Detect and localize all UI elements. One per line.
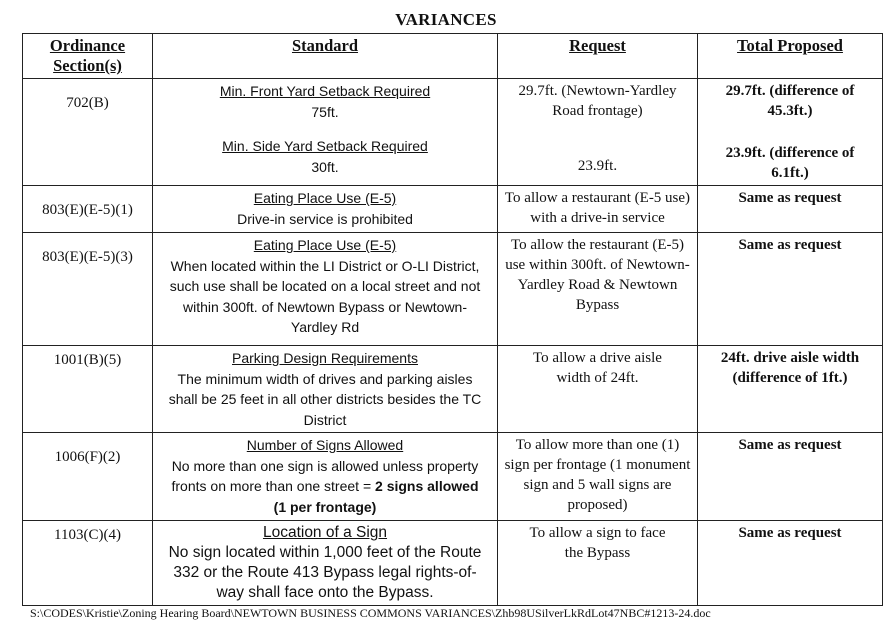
standard-cell: Parking Design Requirements The minimum width of drives and parking aisles shall be 25 feet in all other districts besides the TC District xyxy=(153,346,498,433)
header-total-proposed: Total Proposed xyxy=(698,34,883,79)
section-cell: 803(E)(E-5)(1) xyxy=(23,186,153,233)
section-cell: 702(B) xyxy=(23,79,153,186)
total-cell: Same as request xyxy=(698,521,883,606)
table-row xyxy=(23,186,883,233)
header-request: Request xyxy=(498,34,698,79)
header-section: Ordinance Section(s) xyxy=(23,34,153,79)
section-cell: 1006(F)(2) xyxy=(23,433,153,521)
request-cell: To allow the restaurant (E-5) use within 300ft. of Newtown-Yardley Road & Newtown Bypass xyxy=(498,233,698,346)
request-cell: To allow more than one (1) sign per frontage (1 monument sign and 5 wall signs are proposed) xyxy=(498,433,698,521)
total-cell: 29.7ft. (difference of 45.3ft.) 23.9ft. (difference of 6.1ft.) xyxy=(698,79,883,186)
request-cell: To allow a drive aisle width of 24ft. xyxy=(498,346,698,433)
table-row xyxy=(23,346,883,433)
table-row xyxy=(23,233,883,346)
standard-cell: Number of Signs Allowed No more than one sign is allowed unless property fronts on more than one street = 2 signs allowed (1 per frontage) xyxy=(153,433,498,521)
table-row xyxy=(23,433,883,521)
standard-cell: Min. Front Yard Setback Required 75ft. Min. Side Yard Setback Required 30ft. xyxy=(153,79,498,186)
standard-cell: Eating Place Use (E-5) When located within the LI District or O-LI District, such use shall be located on a local street and not within 300ft. of Newtown Bypass or Newtown-Yardley Rd xyxy=(153,233,498,346)
section-cell: 1103(C)(4) xyxy=(23,521,153,606)
request-cell: 29.7ft. (Newtown-Yardley Road frontage) 23.9ft. xyxy=(498,79,698,186)
variances-table xyxy=(22,33,883,606)
request-cell: To allow a restaurant (E-5 use) with a drive-in service xyxy=(498,186,698,233)
total-cell: Same as request xyxy=(698,433,883,521)
header-standard: Standard xyxy=(153,34,498,79)
section-cell: 803(E)(E-5)(3) xyxy=(23,233,153,346)
table-header-row xyxy=(23,34,883,79)
table-row xyxy=(23,79,883,186)
section-cell: 1001(B)(5) xyxy=(23,346,153,433)
total-cell: Same as request xyxy=(698,186,883,233)
file-path-footer: S:\CODES\Kristie\Zoning Hearing Board\NEWTOWN BUSINESS COMMONS VARIANCES\Zhb98USilverLkRdLot47NBC#1213-24.doc xyxy=(30,606,711,620)
total-cell: 24ft. drive aisle width (difference of 1ft.) xyxy=(698,346,883,433)
standard-cell: Eating Place Use (E-5) Drive-in service is prohibited xyxy=(153,186,498,233)
total-cell: Same as request xyxy=(698,233,883,346)
request-cell: To allow a sign to face the Bypass xyxy=(498,521,698,606)
document-title: VARIANCES xyxy=(395,10,497,29)
table-row xyxy=(23,521,883,606)
standard-cell: Location of a Sign No sign located within 1,000 feet of the Route 332 or the Route 413 Bypass legal rights-of-way shall face onto the Bypass. xyxy=(153,521,498,606)
